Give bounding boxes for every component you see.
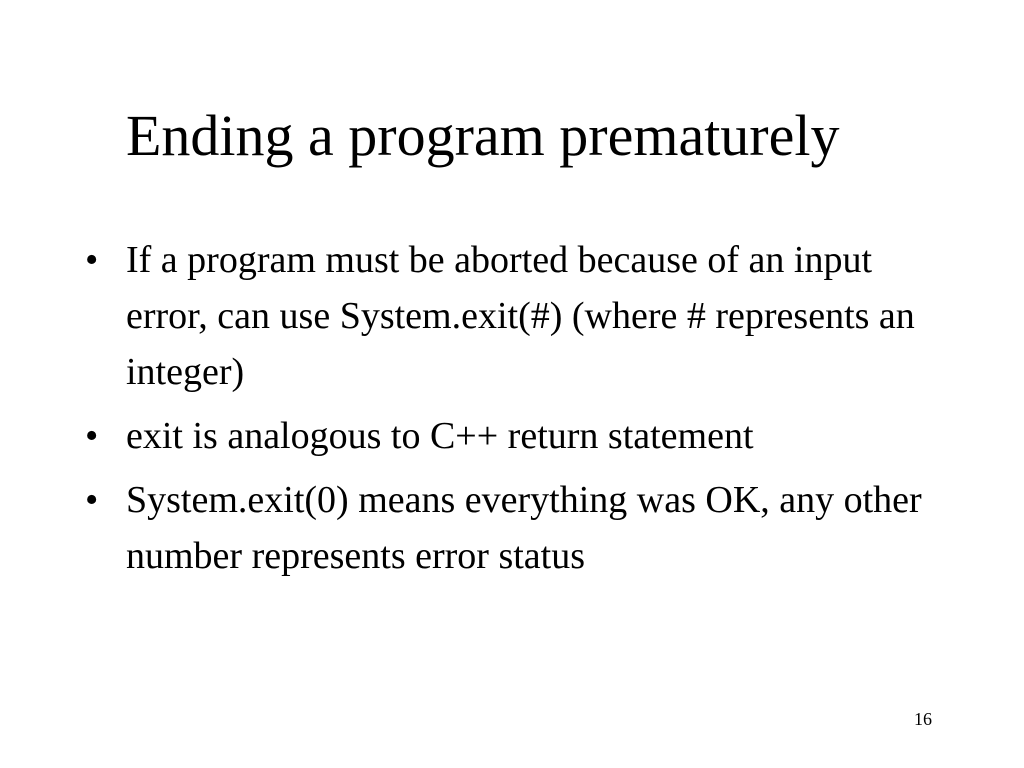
- bullet-list: [80, 232, 940, 592]
- bullet-icon: •: [85, 479, 99, 521]
- slide-title: Ending a program prematurely: [126, 103, 840, 168]
- bullet-text: exit is analogous to C++ return statement: [126, 415, 754, 457]
- bullet-item: [80, 408, 940, 464]
- bullet-icon: •: [85, 239, 99, 281]
- page-number: 16: [914, 709, 932, 729]
- bullet-item: [80, 232, 940, 400]
- bullet-item: [80, 472, 940, 584]
- bullet-icon: •: [85, 415, 99, 457]
- bullet-text: System.exit(0) means everything was OK, any other number represents error status: [126, 479, 922, 577]
- bullet-text: If a program must be aborted because of an input error, can use System.exit(#) (where # represents an integer): [126, 239, 915, 393]
